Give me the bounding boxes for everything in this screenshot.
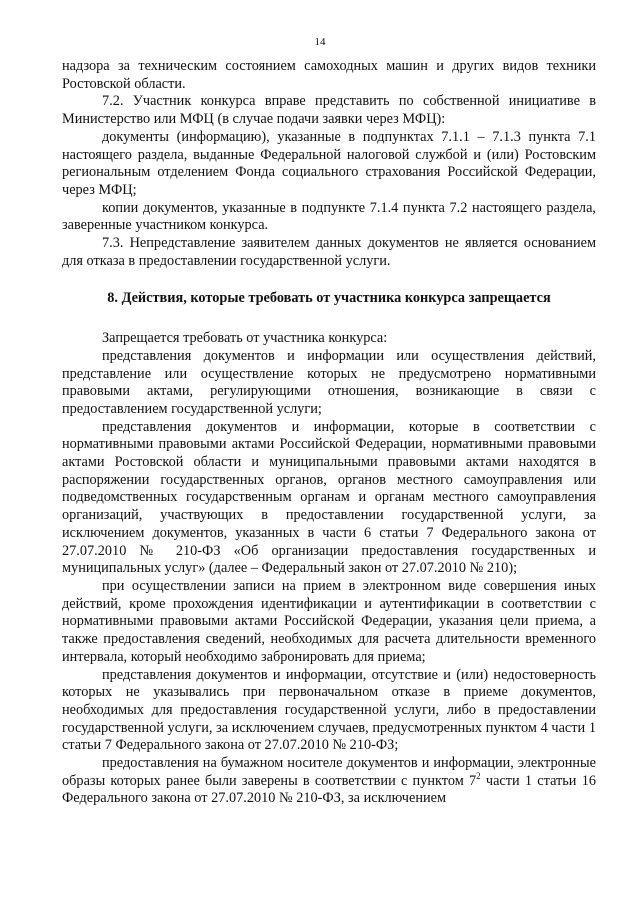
section-heading: 8. Действия, которые требовать от участника конкурса запрещается	[107, 290, 551, 307]
paragraph-prohibition-2: представления документов и информации, которые в соответствии с нормативными правовыми актами Российской Федерации, нормативными правовыми актами Ростовской области и муниципальными правовыми актами находятся в распоряжении государственных органов, органов местного самоуправления или подведомственных государственным органам и органам местного самоуправления организаций, участвующих в предоставлении государственной услуги, за исключением документов, указанных в части 6 статьи 7 Федерального закона от 27.07.2010 № 210-ФЗ «Об организации предоставления государственных и муниципальных услуг» (далее – Федеральный закон от 27.07.2010 № 210);	[62, 418, 596, 577]
paragraph-prohibition-3: при осуществлении записи на прием в электронном виде совершения иных действий, кроме прохождения идентификации и аутентификации в соответствии с нормативными правовыми актами Российской Федерации, указания цели приема, а также предоставления сведений, необходимых для расчета длительности временного интервала, который необходимо забронировать для приема;	[62, 577, 596, 665]
paragraph-prohibition-5	[62, 755, 596, 808]
superscript-number: 2	[476, 770, 481, 781]
paragraph-7-3: 7.3. Непредставление заявителем данных документов не является основанием для отказа в предоставлении государственной услуги.	[62, 235, 596, 269]
paragraph-prohibition-4: представления документов и информации, отсутствие и (или) недостоверность которых не указывались при первоначальном отказе в приеме документов, необходимых для предоставления государственной услуги, либо в предоставлении государственной услуги, за исключением случаев, предусмотренных пунктом 4 части 1 статьи 7 Федерального закона от 27.07.2010 № 210-ФЗ;	[62, 666, 596, 754]
paragraph-prohibition-1: представления документов и информации или осуществления действий, представление или осуществление которых не предусмотрено нормативными правовыми актами, регулирующими отношения, возникающие в связи с предоставлением государственной услуги;	[62, 347, 596, 417]
paragraph-documents-info: документы (информацию), указанные в подпунктах 7.1.1 – 7.1.3 пункта 7.1 настоящего раздела, выданные Федеральной налоговой службой и (или) Ростовским региональным отделением Фонда социального страхования Российской Федерации, через МФЦ;	[62, 128, 596, 198]
paragraph-text-part: предоставления на бумажном носителе документов и информации, электронные образы которых ранее были заверены в соответствии с пунктом 7	[62, 755, 596, 789]
paragraph-document-copies: копии документов, указанные в подпункте 7.1.4 пункта 7.2 настоящего раздела, заверенные участником конкурса.	[62, 199, 596, 234]
paragraph-continued: надзора за техническим состоянием самоходных машин и других видов техники Ростовской области.	[62, 58, 596, 92]
page-number: 14	[314, 36, 326, 48]
paragraph-prohibition-intro: Запрещается требовать от участника конкурса:	[102, 330, 388, 347]
paragraph-7-2: 7.2. Участник конкурса вправе представить по собственной инициативе в Министерство или МФЦ (в случае подачи заявки через МФЦ):	[62, 93, 596, 128]
paragraph-text-part: части 1 статьи 16 Федерального закона от 27.07.2010 № 210-ФЗ, за исключением	[62, 772, 597, 807]
document-body	[62, 58, 596, 808]
